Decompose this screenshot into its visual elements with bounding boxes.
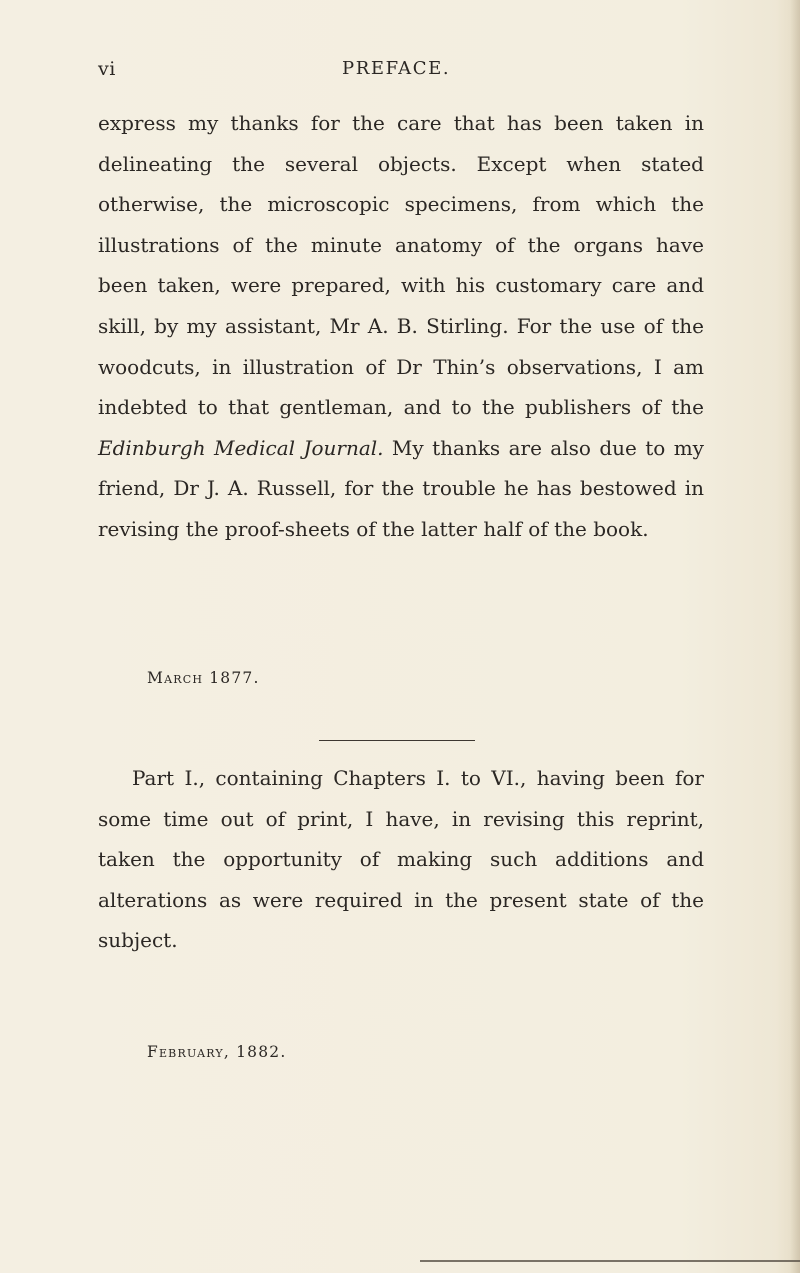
paragraph-1-text-start: express my thanks for the care that has been taken in delineating the several objects. Except when stated otherwise, the microscopic specimens, from which the illustrations of the minute anatomy of the organs have been taken, were prepared, with his customary care and skill, by my assistant, Mr A. B. Stirling. For the use of the woodcuts, in illustration of Dr Thin’s observations, I am indebted to that gentleman, and to the publishers of the: [98, 111, 704, 420]
journal-title: Edinburgh Medical Journal.: [98, 435, 384, 460]
preface-paragraph-1: [98, 103, 704, 550]
dateline-march-1877: March 1877.: [147, 669, 260, 687]
running-title: PREFACE.: [342, 58, 451, 79]
bottom-edge-rule: [420, 1260, 800, 1262]
running-head: [0, 58, 800, 82]
paragraph-1-text-end: My thanks are also due to my friend, Dr J. A. Russell, for the trouble he has bestowed in revising the proof-sheets of the latter half of the book.: [98, 435, 704, 541]
dateline-february-1882: February, 1882.: [147, 1043, 287, 1061]
section-divider: [319, 740, 475, 741]
preface-paragraph-2: Part I., containing Chapters I. to VI., having been for some time out of print, I have, in revising this reprint, taken the opportunity of making such additions and alterations as were required in the present state of the subject.: [98, 766, 704, 953]
page-edge-shadow: [790, 0, 800, 1273]
page-number: vi: [98, 58, 116, 80]
